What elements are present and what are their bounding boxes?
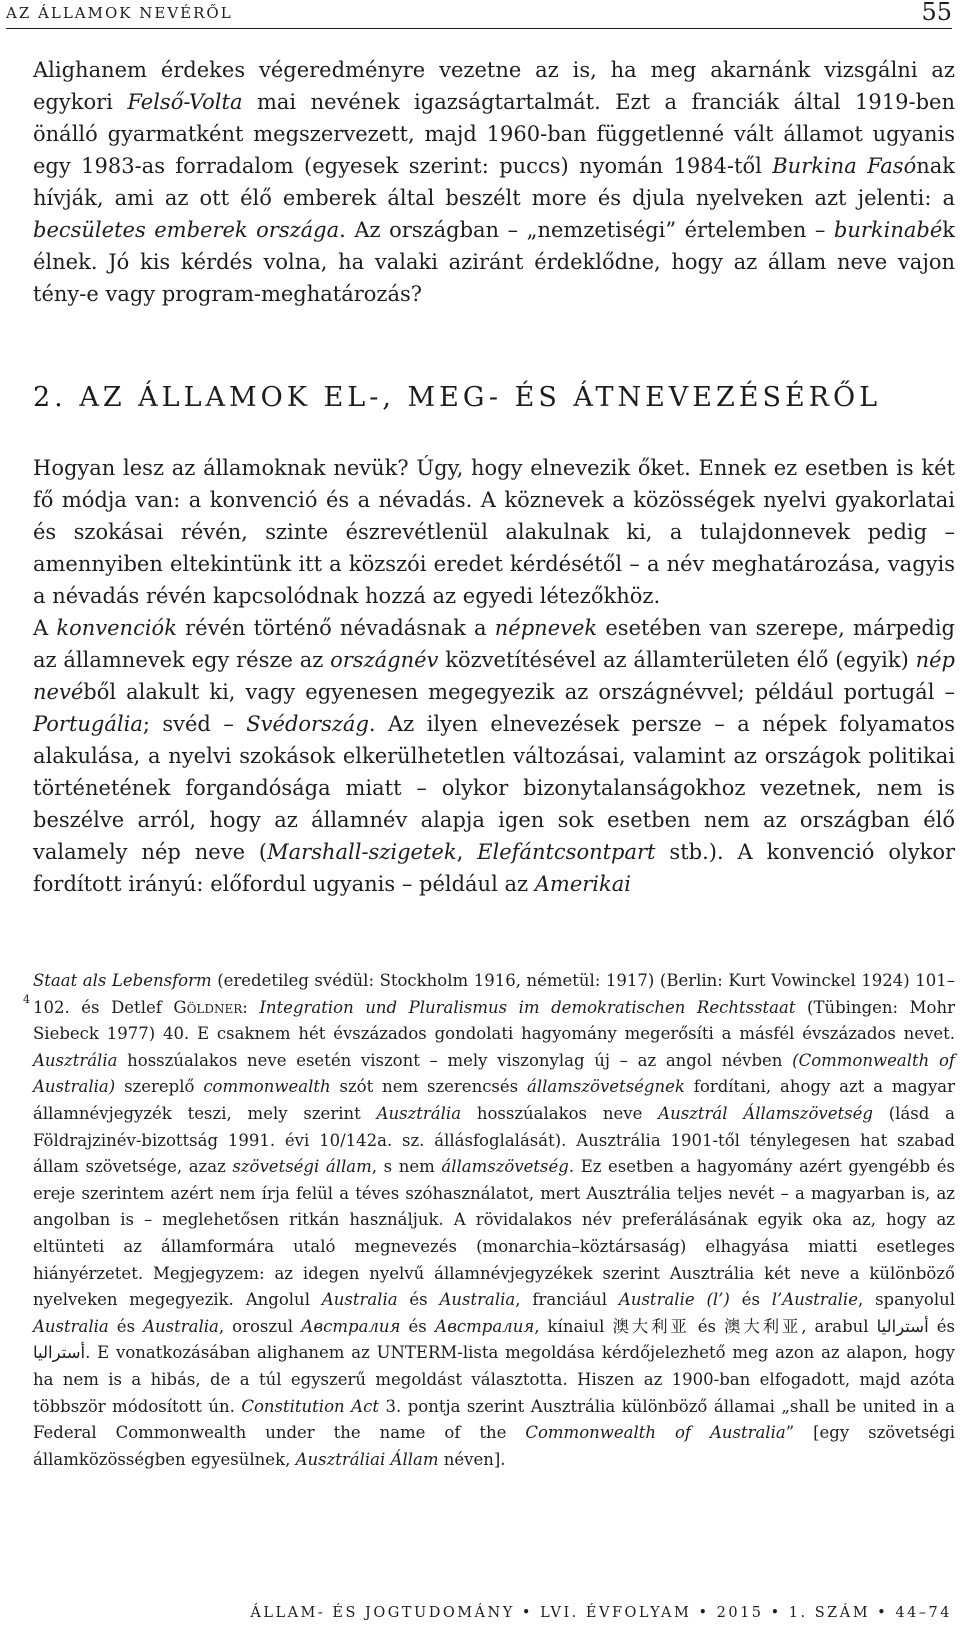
italic-run: Elefántcsontpart [477, 840, 656, 864]
italic-run: Integration und Pluralismus im demokratischen Rechtsstaat [259, 997, 796, 1017]
text-run: és [397, 1290, 440, 1310]
section-paragraph-1: Hogyan lesz az államoknak nevük? Úgy, hogy elnevezik őket. Ennek ez esetben is két fő módja van: a konvenció és a névadás. A köznevek a közösségek nyelvi gyakorlatai és szokásai révén, szinte észrevétlenül alakulnak ki, a tulajdonnevek pedig – amennyiben eltekintünk itt a közszói eredet kérdésétől – a név meghatározása, vagyis a névadás révén kapcsolódnak hozzá az egyedi létezőkhöz. [33, 456, 955, 608]
intro-text [33, 54, 955, 310]
italic-run: l’Australie [771, 1290, 858, 1310]
text-run: Alighanem érdekes végeredményre vezetne az is, ha meg akarnánk vizsgálni az egykori [33, 58, 955, 114]
section-paragraph-2 [33, 612, 955, 900]
text-run: , s nem [371, 1157, 442, 1177]
text-run: nak hívják, ami az ott élő emberek által beszélt more és djula nyelveken azt jelenti: a [33, 154, 955, 210]
page-number: 55 [921, 0, 952, 26]
running-title: AZ ÁLLAMOK NEVÉRŐL [6, 4, 233, 22]
text-run: 3. pontja szerint Ausztrália különböző államai „shall be united in a Federal Commonwealth under the name of the [33, 1396, 955, 1443]
text-run: . Ez esetben a hagyomány azért gyengébb és ereje szerintem azért nem írja felül a téves szóhasználatot, mert Ausztrália teljes nevét – a magyarban is, az angolban is – meglehetősen ritkán használjuk. A rövidalakos név preferálásának egyik oka az, hogy az eltünteti az államformára utaló megnevezés (monarchia–köztársaság) elhagyása miatti esetleges hiányérzetet. Megjegyzem: az idegen nyelvű államnévjegyzékek szerint Ausztrália két neve a különböző nyelveken megegyezik. Angolul [33, 1157, 955, 1310]
italic-run: Australia [33, 1316, 109, 1336]
italic-run: Ausztrál Államszövetség [658, 1103, 873, 1123]
italic-run: Ausztrália [376, 1103, 462, 1123]
text-run: és [729, 1290, 772, 1310]
italic-run: népnevek [494, 616, 598, 640]
section-heading: 2. AZ ÁLLAMOK EL-, MEG- ÉS ÁTNEVEZÉSÉRŐL [33, 382, 882, 413]
text-run: ” [egy szövetségi államközösségben egyesülnek, [33, 1423, 955, 1469]
text-run: , kínaiul 澳大利亚 és 澳大利亚, arabul أستراليا és أستراليا. E vonatkozásában alighanem az UNTERM-lista megoldása kérdőjelezhető meg azon az alapon, hogy ha nem is a hibás, de a túl egyszerű megoldást választotta. Hiszen az 1900-ban elfogadott, majd azóta többször módosított ún. [33, 1316, 955, 1416]
italic-run: Австралия [434, 1316, 535, 1336]
text-run: . Az ilyen elnevezések persze – a népek folyamatos alakulása, a nyelvi szokások elkerülhetetlen változásai, valamint az országok politikai történetének forgandósága miatt – olykor bizonytalanságokhoz vezetnek, nem is beszélve arról, hogy az államnév alapja igen sok esetben nem az országban élő valamely nép neve ( [33, 712, 955, 864]
italic-run: Австралия [301, 1316, 401, 1336]
author-name: Göldner [173, 997, 243, 1017]
italic-run: konvenciók [56, 616, 177, 640]
text-run: hosszúalakos neve [461, 1103, 659, 1123]
italic-run: Marshall-szigetek [267, 840, 457, 864]
italic-run: Ausztráliai Állam [295, 1449, 439, 1469]
italic-run: Australie (l’) [618, 1290, 730, 1310]
italic-run: szövetségi állam [232, 1157, 372, 1177]
italic-run: Staat als Lebensform [33, 971, 212, 990]
section-body [33, 452, 955, 900]
text-run: mai nevének igazságtartalmát. Ezt a franciák által 1919-ben önálló gyarmatként megszervezett, majd 1960-ban függetlenné vált államot ugyanis egy 1983-as forradalom (egyesek szerint: puccs) nyomán 1984-től [33, 90, 955, 178]
text-run: , franciául [515, 1290, 619, 1310]
text-run: stb.). A konvenció olykor fordított irányú: előfordul ugyanis – például az [33, 840, 955, 896]
italic-run: burkinabé [833, 218, 943, 242]
text-run: , [456, 840, 478, 864]
text-run: révén történő névadásnak a [176, 616, 495, 640]
text-run: ; svéd – [142, 712, 247, 736]
text-run: k élnek. Jó kis kérdés volna, ha valaki aziránt érdeklődne, hogy az állam neve vajon tény-e vagy program-meghatározás? [33, 218, 955, 306]
text-run: , spanyolul [857, 1290, 955, 1310]
text-run: , oroszul [218, 1316, 302, 1336]
text-run: (lásd a Földrajzinév-bizottság 1991. évi 10/142a. sz. állásfoglalását). Ausztrália 1901-től ténylegesen hat szabad állam szövetsége, azaz [33, 1103, 955, 1177]
text-run: A [33, 616, 57, 640]
italic-run: Amerikai [534, 872, 631, 896]
text-run: : [242, 997, 260, 1017]
text-run: (eredetileg svédül: Stockholm 1916, németül: 1917) (Berlin: Kurt Vowinckel 1924) 101–102. és Detlef [33, 971, 955, 1017]
italic-run: commonwealth [203, 1077, 331, 1097]
italic-run: Australia [321, 1290, 398, 1310]
italic-run: Svédország [246, 712, 369, 736]
running-header [6, 0, 952, 29]
text-run: közvetítésével az államterületen élő (egyik) [438, 648, 916, 672]
text-run: (Tübingen: Mohr Siebeck 1977) 40. E csaknem hét évszázados gondolati hagyomány megerősíti a másfél évszázados nevet. [33, 997, 955, 1044]
italic-run: Commonwealth of Australia [525, 1423, 786, 1443]
italic-run: államszövetségnek [527, 1077, 685, 1097]
text-run: szót nem szerencsés [330, 1077, 528, 1097]
italic-run: nép nevé [33, 648, 955, 704]
italic-run: (Commonwealth of Australia) [33, 1050, 955, 1097]
italic-run: Burkina Fasó [772, 154, 917, 178]
italic-run: Felső-Volta [127, 90, 243, 114]
footnote-continuation [33, 968, 955, 1473]
footnotes [23, 968, 956, 1473]
text-run: hosszúalakos neve esetén viszont – mely viszonylag új – az angol névben [117, 1050, 793, 1070]
italic-run: Constitution Act [241, 1396, 379, 1416]
running-footer: ÁLLAM- ÉS JOGTUDOMÁNY • LVI. ÉVFOLYAM • 2015 • 1. SZÁM • 44–74 [250, 1605, 952, 1621]
text-run: fordítani, ahogy azt a magyar államnévjegyzék teszi, mely szerint [33, 1077, 956, 1123]
italic-run: Australia [439, 1290, 516, 1310]
text-run: és [108, 1316, 144, 1336]
italic-run: államszövetség [441, 1157, 569, 1177]
text-run: és [400, 1316, 435, 1336]
footnote-marker: 4 [23, 993, 30, 1006]
italic-run: Australia [143, 1316, 219, 1336]
italic-run: országnév [330, 648, 439, 672]
text-run: szereplő [115, 1077, 204, 1097]
text-run: . Az országban – „nemzetiségi” értelemben – [339, 218, 834, 242]
italic-run: Ausztrália [33, 1050, 118, 1070]
text-run: esetében van szerepe, márpedig az államnevek egy része az [33, 616, 956, 672]
text-run: ből alakult ki, vagy egyenesen megegyezik az országnévvel; például portugál – [83, 680, 955, 704]
italic-run: Portugália [33, 712, 143, 736]
intro-paragraph [33, 54, 955, 310]
italic-run: becsületes emberek országa [33, 218, 340, 242]
text-run: néven]. [438, 1449, 506, 1469]
